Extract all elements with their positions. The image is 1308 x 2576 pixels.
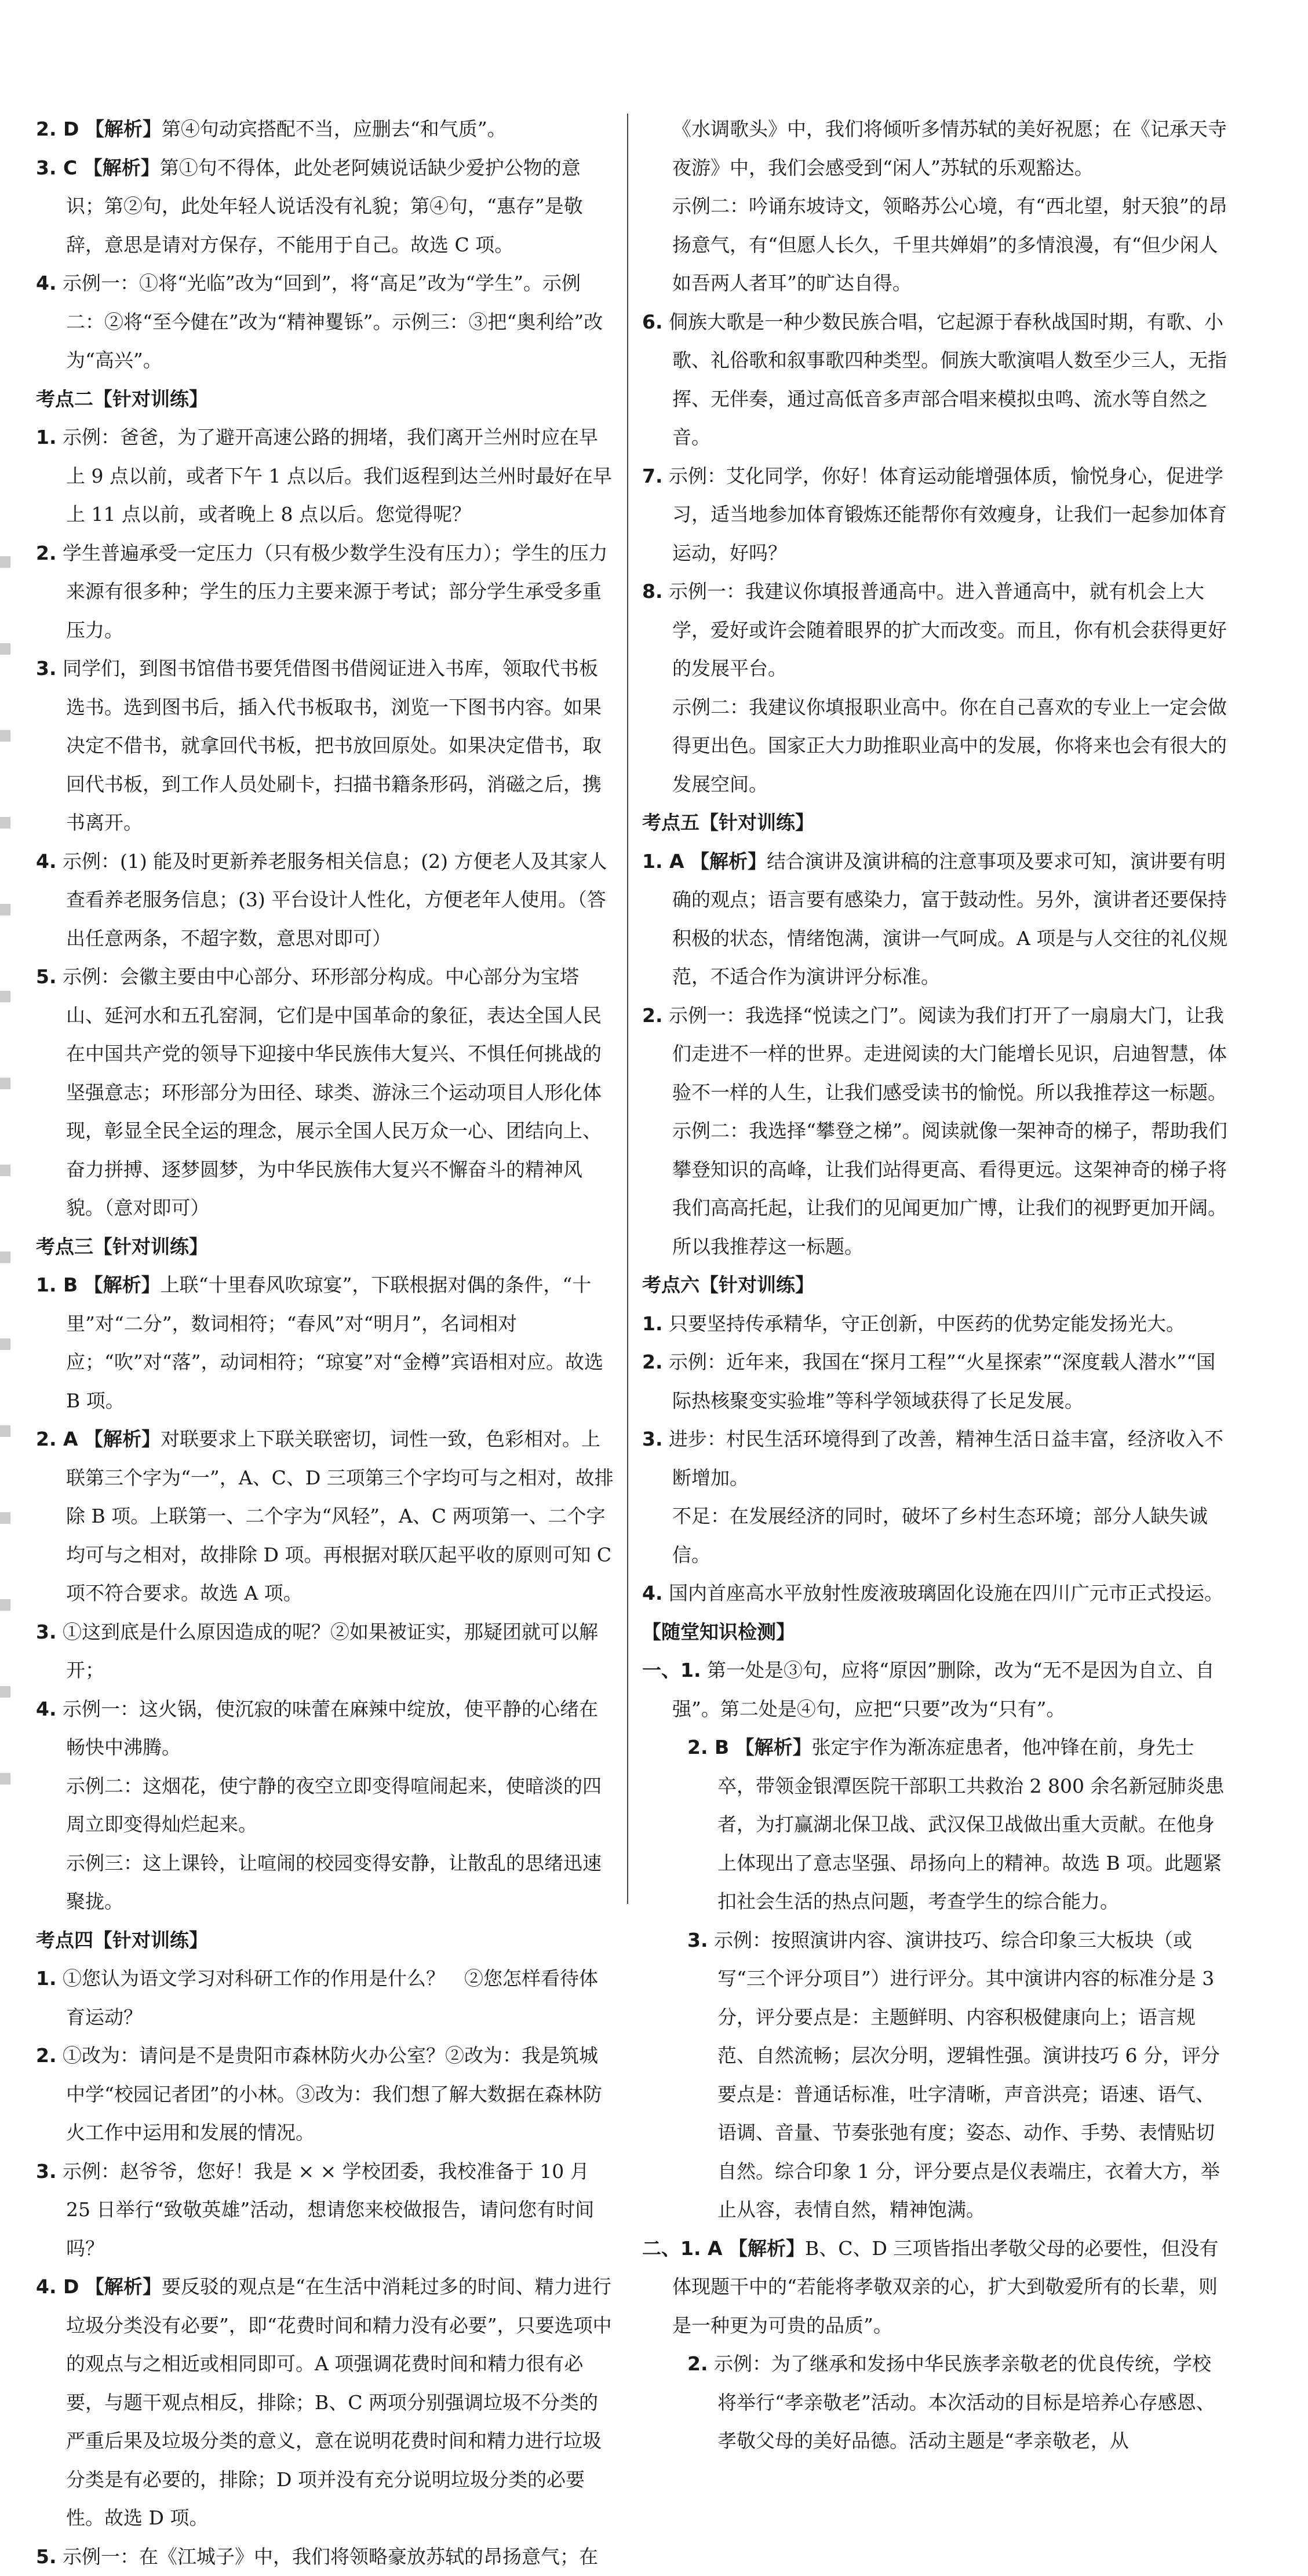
analysis-tag: 【解析】	[84, 1274, 161, 1296]
answer-text: 结合演讲及演讲稿的注意事项及要求可知，演讲要有明确的观点；语言要有感染力，富于鼓动性。另外，演讲者还要保持积极的状态，情绪饱满，演讲一气呵成。A 项是与人交往的礼仪规范，不适合作为演讲评分标准。	[672, 850, 1227, 988]
answer-item	[36, 1690, 615, 1767]
answer-text: 示例三：这上课铃，让喧闹的校园变得安静，让散乱的思绪迅速聚拢。	[66, 1852, 602, 1913]
item-number: 2. B	[687, 1736, 729, 1758]
item-number: 5.	[36, 965, 57, 988]
item-number: 3.	[642, 1428, 663, 1450]
answer-item	[642, 1497, 1229, 1574]
answer-item	[642, 303, 1229, 457]
answer-text: 第①句不得体，此处老阿姨说话缺少爱护公物的意识；第②句，此处年轻人说话没有礼貌；第④句，“惠存”是敬辞，意思是请对方保存，不能用于自己。故选 C 项。	[66, 156, 583, 256]
answer-item	[642, 1921, 1229, 2230]
answer-text: 示例一：在《江城子》中，我们将领略豪放苏轼的昂扬意气；在	[63, 2545, 598, 2568]
right-column	[642, 110, 1229, 2461]
answer-text: B、C、D 三项皆指出孝敬父母的必要性，但没有体现题干中的“若能将孝敬双亲的心，扩大到敬爱所有的长辈，则是一种更为可贵的品质”。	[672, 2237, 1218, 2337]
answer-item	[36, 1960, 615, 2037]
section-heading	[36, 380, 615, 419]
item-number: 5.	[36, 2545, 57, 2568]
section-heading	[642, 804, 1229, 842]
answer-text: 示例二：吟诵东坡诗文，领略苏公心境，有“西北望，射天狼”的昂扬意气，有“但愿人长久，千里共婵娟”的多情浪漫，有“但少闲人如吾两人者耳”的旷达自得。	[672, 195, 1227, 294]
left-column	[36, 110, 615, 2576]
answer-item	[642, 457, 1229, 573]
item-number: 4.	[36, 850, 57, 873]
analysis-tag: 【解析】	[728, 2237, 805, 2260]
answer-item	[642, 572, 1229, 688]
answer-item	[36, 1266, 615, 1420]
answer-text: ①这到底是什么原因造成的呢？②如果被证实，那疑团就可以解开；	[63, 1621, 598, 1682]
answer-text: ①改为：请问是不是贵阳市森林防火办公室？②改为：我是筑城中学“校园记者团”的小林。③改为：我们想了解大数据在森林防火工作中运用和发展的情况。	[63, 2044, 602, 2144]
answer-item	[36, 264, 615, 380]
item-number: 4.	[36, 1698, 57, 1720]
answer-item	[642, 688, 1229, 804]
item-number: 2. A	[36, 1428, 78, 1450]
heading-text: 考点二【针对训练】	[36, 388, 208, 410]
answer-text: 示例一：我建议你填报普通高中。进入普通高中，就有机会上大学，爱好或许会随着眼界的扩大而改变。而且，你有机会获得更好的发展平台。	[669, 580, 1227, 680]
item-number: 3.	[36, 1621, 57, 1643]
item-number: 1. A	[642, 850, 684, 873]
item-number: 3.	[36, 2160, 57, 2183]
answer-item	[642, 1112, 1229, 1266]
item-number: 1. B	[36, 1274, 78, 1296]
answer-text: 侗族大歌是一种少数民族合唱，它起源于春秋战国时期，有歌、小歌、礼俗歌和叙事歌四种类型。侗族大歌演唱人数至少三人，无指挥、无伴奏，通过高低音多声部合唱来模拟虫鸣、流水等自然之音。	[669, 311, 1227, 449]
answer-item	[642, 2230, 1229, 2345]
item-number: 二、1. A	[642, 2237, 723, 2260]
answer-item	[642, 110, 1229, 187]
item-number: 2.	[36, 2044, 57, 2067]
answer-text: 《水调歌头》中，我们将倾听多情苏轼的美好祝愿；在《记承天寺夜游》中，我们会感受到“闲人”苏轼的乐观豁达。	[672, 118, 1227, 179]
answer-text: 示例：(1) 能及时更新养老服务相关信息；(2) 方便老人及其家人查看养老服务信息；(3) 平台设计人性化，方便老年人使用。（答出任意两条，不超字数，意思对即可）	[63, 850, 607, 950]
answer-text: ①您认为语文学习对科研工作的作用是什么？ ②您怎样看待体育运动？	[63, 1967, 598, 2028]
heading-text: 考点三【针对训练】	[36, 1235, 208, 1258]
item-number: 2.	[642, 1351, 663, 1373]
answer-text: 示例二：这烟花，使宁静的夜空立即变得喧闹起来，使暗淡的四周立即变得灿烂起来。	[66, 1775, 602, 1836]
answer-item	[36, 842, 615, 958]
answer-item	[36, 650, 615, 842]
answer-text: 国内首座高水平放射性废液玻璃固化设施在四川广元市正式投运。	[669, 1582, 1223, 1604]
answer-item	[36, 2268, 615, 2538]
answer-item	[36, 2152, 615, 2268]
item-number: 6.	[642, 311, 663, 333]
answer-item	[642, 1305, 1229, 1344]
binding-edge	[0, 521, 10, 1854]
item-number: 8.	[642, 580, 663, 603]
answer-text: 示例：爸爸，为了避开高速公路的拥堵，我们离开兰州时应在早上 9 点以前，或者下午 1 点以后。我们返程到达兰州时最好在早上 11 点以前，或者晚上 8 点以后。您觉得呢？	[63, 426, 612, 526]
answer-text: 示例：按照演讲内容、演讲技巧、综合印象三大板块（或写“三个评分项目”）进行评分。其中演讲内容的标准分是 3 分，评分要点是：主题鲜明、内容积极健康向上；语言规范、自然流畅；层次分明，逻辑性强。演讲技巧 6 分，评分要点是：普通话标准，吐字清晰，声音洪亮；语速、语气、语调、音量、节奏张弛有度；姿态、动作、手势、表情贴切自然。综合印象 1 分，评分要点是仪表端庄，衣着大方，举止从容，表情自然，精神饱满。	[714, 1929, 1220, 2221]
analysis-tag: 【解析】	[85, 118, 162, 140]
heading-text: 考点五【针对训练】	[642, 811, 814, 834]
item-number: 1.	[36, 426, 57, 448]
answer-item	[642, 1420, 1229, 1497]
heading-text: 考点四【针对训练】	[36, 1929, 208, 1951]
answer-item	[36, 1767, 615, 1844]
answer-item	[642, 187, 1229, 303]
answer-text: 示例一：①将“光临”改为“回到”，将“高足”改为“学生”。示例二：②将“至今健在”改为“精神矍铄”。示例三：③把“奥利给”改为“高兴”。	[63, 272, 603, 371]
item-number: 2.	[642, 1004, 663, 1027]
analysis-tag: 【解析】	[85, 2275, 162, 2298]
item-number: 3.	[687, 1929, 708, 1951]
answer-text: 示例：为了继承和发扬中华民族孝亲敬老的优良传统，学校将举行“孝亲敬老”活动。本次活动的目标是培养心存感恩、孝敬父母的美好品德。活动主题是“孝亲敬老，从	[714, 2352, 1215, 2452]
item-number: 3.	[36, 657, 57, 680]
answer-text: 示例：艾化同学，你好！体育运动能增强体质，愉悦身心，促进学习，适当地参加体育锻炼还能帮你有效瘦身，让我们一起参加体育运动，好吗？	[669, 465, 1227, 564]
answer-item	[36, 149, 615, 265]
answer-item	[36, 1420, 615, 1613]
section-heading	[642, 1266, 1229, 1305]
answer-text: 只要坚持传承精华，守正创新，中医药的优势定能发扬光大。	[669, 1312, 1185, 1335]
answer-item	[642, 842, 1229, 997]
heading-text: 考点六【针对训练】	[642, 1274, 814, 1296]
column-divider	[627, 114, 628, 1904]
item-number: 2.	[687, 2352, 708, 2375]
item-number: 一、1.	[642, 1659, 701, 1681]
answer-item	[36, 534, 615, 650]
item-number: 2.	[36, 542, 57, 564]
answer-text: 示例一：我选择“悦读之门”。阅读为我们打开了一扇扇大门，让我们走进不一样的世界。走进阅读的大门能增长见识，启迪智慧，体验不一样的人生，让我们感受读书的愉悦。所以我推荐这一标题。	[669, 1004, 1227, 1104]
answer-item	[36, 1844, 615, 1921]
answer-text: 张定宇作为渐冻症患者，他冲锋在前，身先士卒，带领金银潭医院干部职工共救治 2 800 余名新冠肺炎患者，为打赢湖北保卫战、武汉保卫战做出重大贡献。在他身上体现出了意志坚强、昂扬向上的精神。故选 B 项。此题紧扣社会生活的热点问题，考查学生的综合能力。	[717, 1736, 1224, 1913]
item-number: 1.	[36, 1967, 57, 1990]
answer-text: 同学们，到图书馆借书要凭借图书借阅证进入书库，领取代书板选书。选到图书后，插入代书板取书，浏览一下图书内容。如果决定不借书，就拿回代书板，把书放回原处。如果决定借书，取回代书板，到工作人员处刷卡，扫描书籍条形码，消磁之后，携书离开。	[63, 657, 602, 834]
answer-text: 进步：村民生活环境得到了改善，精神生活日益丰富，经济收入不断增加。	[669, 1428, 1223, 1489]
section-heading	[642, 1613, 1229, 1652]
answer-text: 示例二：我选择“攀登之梯”。阅读就像一架神奇的梯子，帮助我们攀登知识的高峰，让我们站得更高、看得更远。这架神奇的梯子将我们高高托起，让我们的见闻更加广博，让我们的视野更加开阔。所以我推荐这一标题。	[672, 1119, 1227, 1258]
answer-item	[36, 2037, 615, 2152]
heading-text: 【随堂知识检测】	[642, 1621, 795, 1643]
answer-text: 示例：近年来，我国在“探月工程”“火星探索”“深度载人潜水”“国际热核聚变实验堆”等科学领域获得了长足发展。	[669, 1351, 1215, 1412]
answer-item	[642, 1343, 1229, 1420]
answer-text: 示例二：我建议你填报职业高中。你在自己喜欢的专业上一定会做得更出色。国家正大力助推职业高中的发展，你将来也会有很大的发展空间。	[672, 696, 1227, 796]
item-number: 1.	[642, 1312, 663, 1335]
item-number: 4.	[36, 272, 57, 294]
answer-item	[642, 1728, 1229, 1921]
answer-text: 不足：在发展经济的同时，破坏了乡村生态环境；部分人缺失诚信。	[672, 1505, 1208, 1566]
answer-item	[642, 2345, 1229, 2461]
answer-item	[642, 997, 1229, 1112]
section-heading	[36, 1921, 615, 1960]
item-number: 3. C	[36, 156, 77, 179]
section-heading	[36, 1228, 615, 1267]
item-number: 2. D	[36, 118, 79, 140]
answer-text: 示例：会徽主要由中心部分、环形部分构成。中心部分为宝塔山、延河水和五孔窑洞，它们是中国革命的象征，表达全国人民在中国共产党的领导下迎接中华民族伟大复兴、不惧任何挑战的坚强意志；环形部分为田径、球类、游泳三个运动项目人形化体现，彰显全民全运的理念，展示全国人民万众一心、团结向上、奋力拼搏、逐梦圆梦，为中华民族伟大复兴不懈奋斗的精神风貌。（意对即可）	[63, 965, 602, 1219]
answer-text: 示例一：这火锅，使沉寂的味蕾在麻辣中绽放，使平静的心绪在畅快中沸腾。	[63, 1698, 598, 1759]
answer-item	[36, 1613, 615, 1690]
analysis-tag: 【解析】	[735, 1736, 812, 1758]
answer-item	[642, 1651, 1229, 1728]
analysis-tag: 【解析】	[690, 850, 767, 873]
item-number: 4.	[642, 1582, 663, 1604]
answer-text: 学生普遍承受一定压力（只有极少数学生没有压力）；学生的压力来源有很多种；学生的压力主要来源于考试；部分学生承受多重压力。	[63, 542, 608, 641]
answer-item	[36, 418, 615, 534]
analysis-tag: 【解析】	[83, 156, 160, 179]
answer-text: 第一处是③句，应将“原因”删除，改为“无不是因为自立、自强”。第二处是④句，应把“只要”改为“只有”。	[672, 1659, 1215, 1720]
answer-text: 示例：赵爷爷，您好！我是 × × 学校团委，我校准备于 10 月 25 日举行“致敬英雄”活动，想请您来校做报告，请问您有时间吗？	[63, 2160, 594, 2260]
item-number: 4. D	[36, 2275, 79, 2298]
answer-item	[642, 1574, 1229, 1613]
answer-item	[36, 958, 615, 1228]
answer-text: 对联要求上下联关联密切，词性一致，色彩相对。上联第三个字为“一”，A、C、D 三项第三个字均可与之相对，故排除 B 项。上联第一、二个字为“风轻”，A、C 两项第一、二个字均可与之相对，故排除 D 项。再根据对联仄起平收的原则可知 C 项不符合要求。故选 A 项。	[66, 1428, 614, 1604]
answer-text: 上联“十里春风吹琼宴”，下联根据对偶的条件，“十里”对“二分”，数词相符；“春风”对“明月”，名词相对应；“吹”对“落”，动词相符；“琼宴”对“金樽”宾语相对应。故选 B 项。	[66, 1274, 603, 1412]
answer-text: 要反驳的观点是“在生活中消耗过多的时间、精力进行垃圾分类没有必要”，即“花费时间和精力没有必要”，只要选项中的观点与之相近或相同即可。A 项强调花费时间和精力很有必要，与题干观点相反，排除；B、C 两项分别强调垃圾不分类的严重后果及垃圾分类的意义，意在说明花费时间和精力进行垃圾分类是有必要的，排除；D 项并没有充分说明垃圾分类的必要性。故选 D 项。	[66, 2275, 612, 2529]
item-number: 7.	[642, 465, 663, 487]
answer-item	[36, 110, 615, 149]
analysis-tag: 【解析】	[84, 1428, 161, 1450]
answer-text: 第④句动宾搭配不当，应删去“和气质”。	[162, 118, 507, 140]
answer-item	[36, 2538, 615, 2576]
